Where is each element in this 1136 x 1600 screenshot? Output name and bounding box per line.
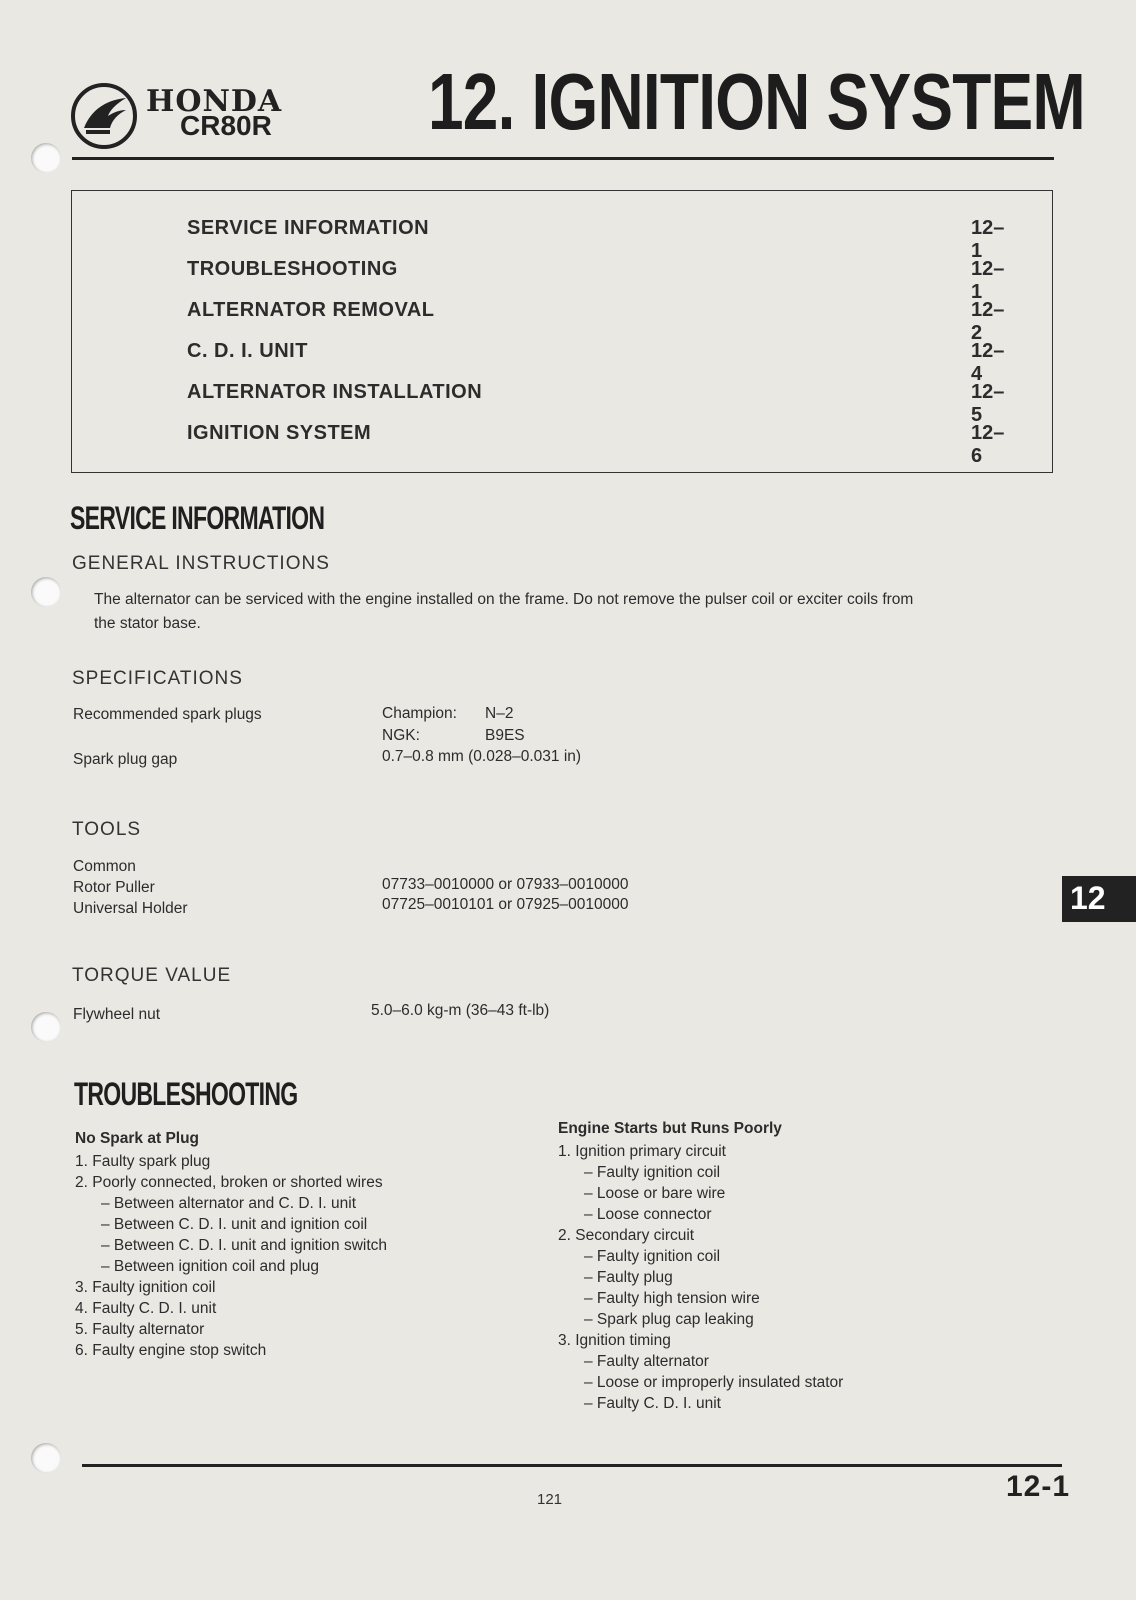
spec-ngk-value: B9ES	[485, 727, 525, 744]
list-item: 3. Faulty ignition coil	[75, 1279, 216, 1296]
tools-rotor-label: Rotor Puller	[73, 879, 155, 896]
section-page-number: 12-1	[1005, 1470, 1070, 1503]
toc-item-label: TROUBLESHOOTING	[187, 258, 398, 280]
list-subitem: – Spark plug cap leaking	[584, 1311, 754, 1328]
list-item: 2. Secondary circuit	[558, 1227, 695, 1244]
brand-name: HONDA	[146, 84, 283, 119]
spec-label-gap: Spark plug gap	[73, 751, 178, 768]
runs-poorly-list	[558, 1118, 843, 1414]
toc-item[interactable]	[187, 422, 1005, 467]
toc-item[interactable]	[187, 217, 1005, 262]
model-name: CR80R	[180, 110, 272, 141]
footer-divider	[82, 1464, 1062, 1467]
list-subitem: – Between alternator and C. D. I. unit	[101, 1195, 357, 1212]
toc-item-page: 12–6	[971, 422, 1005, 467]
list-subitem: – Faulty C. D. I. unit	[584, 1395, 721, 1412]
list-subitem: – Loose or improperly insulated stator	[584, 1374, 844, 1391]
spec-gap-value: 0.7–0.8 mm (0.028–0.031 in)	[382, 748, 582, 765]
list-subitem: – Loose connector	[584, 1206, 712, 1223]
list-title: No Spark at Plug	[75, 1130, 200, 1147]
spec-label-plugs: Recommended spark plugs	[73, 706, 262, 723]
list-item: 4. Faulty C. D. I. unit	[75, 1300, 217, 1317]
page-number: 121	[537, 1491, 563, 1508]
toc-item[interactable]	[187, 258, 1005, 303]
toc-item-page: 12–1	[971, 258, 1005, 303]
section-heading-troubleshooting: TROUBLESHOOTING	[74, 1076, 298, 1112]
spec-champion-value: N–2	[485, 705, 514, 722]
general-instructions-line: the stator base.	[94, 615, 201, 632]
tools-rotor-value: 07733–0010000 or 07933–0010000	[382, 876, 629, 893]
list-item: 2. Poorly connected, broken or shorted wires	[75, 1174, 383, 1191]
tools-holder-value: 07725–0010101 or 07925–0010000	[382, 896, 629, 913]
binder-hole	[31, 143, 61, 173]
toc-item-page: 12–4	[971, 340, 1005, 385]
section-tab-label: 12	[1070, 880, 1106, 916]
tools-holder-label: Universal Holder	[73, 900, 188, 917]
binder-hole	[31, 1443, 61, 1473]
torque-nut-label: Flywheel nut	[73, 1006, 161, 1023]
spec-ngk-label: NGK:	[382, 727, 420, 744]
list-item: 5. Faulty alternator	[75, 1321, 205, 1338]
wing-emblem-icon	[70, 82, 138, 150]
list-subitem: – Between C. D. I. unit and ignition switch	[101, 1237, 388, 1254]
toc-item[interactable]	[187, 381, 1005, 426]
general-instructions-heading: GENERAL INSTRUCTIONS	[72, 553, 330, 574]
toc-item-label: C. D. I. UNIT	[187, 340, 308, 362]
list-subitem: – Between C. D. I. unit and ignition coil	[101, 1216, 368, 1233]
tools-common-label: Common	[73, 858, 136, 875]
toc-item-label: ALTERNATOR INSTALLATION	[187, 381, 483, 403]
toc-item[interactable]	[187, 299, 1005, 344]
toc-item[interactable]	[187, 340, 1005, 385]
list-subitem: – Faulty ignition coil	[584, 1164, 721, 1181]
header-divider	[72, 157, 1054, 160]
list-subitem: – Faulty alternator	[584, 1353, 709, 1370]
tools-heading: TOOLS	[72, 819, 142, 840]
toc-item-page: 12–2	[971, 299, 1005, 344]
specifications-heading: SPECIFICATIONS	[72, 668, 243, 689]
toc-item-page: 12–5	[971, 381, 1005, 426]
toc-item-label: ALTERNATOR REMOVAL	[187, 299, 435, 321]
toc-item-label: IGNITION SYSTEM	[187, 422, 372, 444]
list-item: 6. Faulty engine stop switch	[75, 1342, 267, 1359]
list-item: 1. Faulty spark plug	[75, 1153, 211, 1170]
general-instructions-line: The alternator can be serviced with the engine installed on the frame. Do not remove the pulser coil or exciter coils from	[94, 591, 914, 608]
torque-heading: TORQUE VALUE	[72, 965, 232, 986]
list-subitem: – Faulty plug	[584, 1269, 673, 1286]
list-subitem: – Faulty high tension wire	[584, 1290, 760, 1307]
list-subitem: – Faulty ignition coil	[584, 1248, 721, 1265]
table-of-contents	[71, 190, 1053, 473]
list-title: Engine Starts but Runs Poorly	[558, 1120, 782, 1137]
spec-champion-label: Champion:	[382, 705, 457, 722]
section-tab-marker	[1062, 876, 1136, 922]
chapter-title: 12. IGNITION SYSTEM	[428, 57, 1085, 146]
toc-item-page: 12–1	[971, 217, 1005, 262]
list-item: 3. Ignition timing	[558, 1332, 671, 1349]
list-subitem: – Loose or bare wire	[584, 1185, 726, 1202]
section-heading-service-information: SERVICE INFORMATION	[70, 500, 325, 536]
no-spark-list	[75, 1128, 387, 1361]
toc-item-label: SERVICE INFORMATION	[187, 217, 430, 239]
list-item: 1. Ignition primary circuit	[558, 1143, 726, 1160]
general-instructions-text	[94, 588, 1054, 636]
binder-hole	[31, 1012, 61, 1042]
torque-nut-value: 5.0–6.0 kg-m (36–43 ft-lb)	[371, 1002, 550, 1019]
list-subitem: – Between ignition coil and plug	[101, 1258, 320, 1275]
binder-hole	[31, 577, 61, 607]
honda-logo	[70, 78, 330, 154]
